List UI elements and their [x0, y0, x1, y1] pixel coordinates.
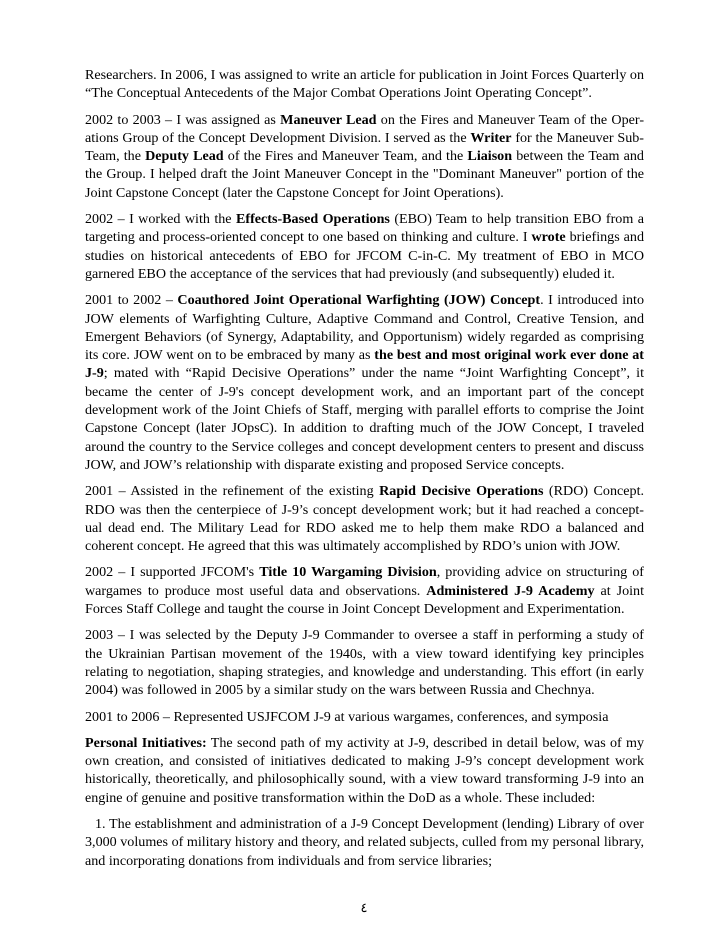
paragraph-jow: [85, 291, 644, 474]
bold-run: Personal Initiatives:: [85, 734, 207, 751]
text-run: The second path of my activity at J-9, described in detail below, was of my own creation, and consisted of initiatives dedicated to making J-9’s concept development work historically, theoretically, and philosophically sound, with a view toward transforming J-9 into an engine of genuine and positive transformation within the DoD as a whole. These included:: [85, 734, 644, 806]
paragraph-rdo: [85, 482, 644, 555]
text-run: on the Fires and Maneuver Team of the Oper-ations Group of the Concept Development Division. I served as the: [85, 111, 645, 146]
paragraph-maneuver-lead: [85, 111, 644, 202]
bold-run: Maneuver Lead: [280, 111, 377, 128]
bold-run: Title 10 Wargaming Division: [259, 564, 437, 581]
text-run: (RDO) Concept. RDO was then the centerpiece of J-9’s concept development work; but it had reached a concept-ual dead end. The Military Lead for RDO asked me to help them make RDO a balanced and coherent concept. He agreed that this was ultimately accomplished by RDO’s union with JOW.: [85, 483, 645, 555]
bold-run: the best and most original work ever done at J-9: [85, 347, 645, 382]
text-run: 2002 – I worked with the: [85, 211, 236, 228]
text-run: 2003 – I was selected by the Deputy J-9 Commander to oversee a staff in performing a study of the Ukrainian Partisan movement of the 1940s, with a view toward identifying key principles relating to negotiation, shaping strategies, and knowledge and understanding. This effort (in early 2004) was followed in 2005 by a similar study on the wars between Russia and Chechnya.: [85, 627, 644, 699]
text-run: for the Maneuver Sub-Team, the: [85, 129, 644, 165]
text-run: briefings and studies on historical antecedents of EBO for JFCOM C-in-C. My treatment of EBO in MCO garnered EBO the acceptance of the services that had previously (and subsequently) eluded it.: [85, 229, 644, 282]
bold-run: Deputy Lead: [145, 148, 224, 165]
text-run: . I introduced into JOW elements of Warfighting Culture, Adaptive Command and Control, Creative Tension, and Emergent Behaviors (of Synergy, Adaptability, and Opportunism) widely regarded as comprising its core. JOW went on to be embraced by many as: [85, 292, 644, 364]
paragraph-personal-initiatives: [85, 734, 644, 807]
bold-run: Rapid Decisive Operations: [379, 483, 544, 500]
text-run: 2002 – I supported JFCOM's: [85, 564, 260, 581]
text-run: 2001 – Assisted in the refinement of the existing: [85, 483, 380, 500]
text-run: ; mated with “Rapid Decisive Operations” under the name “Joint Warfighting Concept”, it became the center of J-9's concept development work, and an important part of the concept development work of the Joint Chiefs of Staff, merging with parallel efforts to comprise the Joint Capstone Concept (later JOpsC). In addition to drafting much of the JOW Concept, I traveled around the country to the Service colleges and concept development centers to present and discuss JOW, and JOW’s relationship with disparate existing and proposed Service concepts.: [85, 365, 644, 473]
page-number: ٤: [360, 900, 368, 915]
text-run: 2001 to 2002 –: [85, 292, 178, 309]
bold-run: Writer: [470, 129, 512, 146]
text-run: 2001 to 2006 – Represented USJFCOM J-9 at various wargames, conferences, and symposia: [85, 708, 609, 725]
bold-run: wrote: [531, 229, 566, 246]
list-item-library: [85, 815, 644, 870]
text-run: 1. The establishment and administration of a J-9 Concept Development (lending) Library of over 3,000 volumes of military history and theory, and related subjects, culled from my personal library, and incorporating donations from individuals and from service libraries;: [85, 815, 644, 869]
paragraph-ebo: [85, 210, 644, 283]
paragraph-wargaming: [85, 563, 644, 618]
paragraph-representation: [85, 708, 644, 726]
text-run: (EBO) Team to help transition EBO from a targeting and process-oriented concept to one based on thinking and culture. I: [85, 211, 644, 246]
text-run: 2002 to 2003 – I was assigned as: [85, 111, 281, 128]
text-run: , providing advice on structuring of wargames to produce most useful data and observations.: [85, 564, 644, 599]
text-run: at Joint Forces Staff College and taught the course in Joint Concept Development and Experimentation.: [85, 582, 644, 618]
text-run: between the Team and the Group. I helped draft the Joint Maneuver Concept in the "Dominant Maneuver" portion of the Joint Capstone Concept (later the Capstone Concept for Joint Operations).: [85, 148, 644, 201]
bold-run: Liaison: [467, 148, 513, 165]
text-run: of the Fires and Maneuver Team, and the: [223, 148, 468, 165]
bold-run: Administered J-9 Academy: [426, 582, 595, 599]
document-body: [85, 66, 644, 870]
paragraph-ukrainian-study: [85, 626, 644, 699]
paragraph-jfq-article: [85, 66, 644, 103]
text-run: Researchers. In 2006, I was assigned to write an article for publication in Joint Forces Quarterly on “The Conceptual Antecedents of the Major Combat Operations Joint Operating Concept”.: [85, 67, 644, 102]
bold-run: Effects-Based Operations: [235, 211, 390, 228]
bold-run: Coauthored Joint Operational Warfighting (JOW) Concept: [177, 292, 541, 309]
